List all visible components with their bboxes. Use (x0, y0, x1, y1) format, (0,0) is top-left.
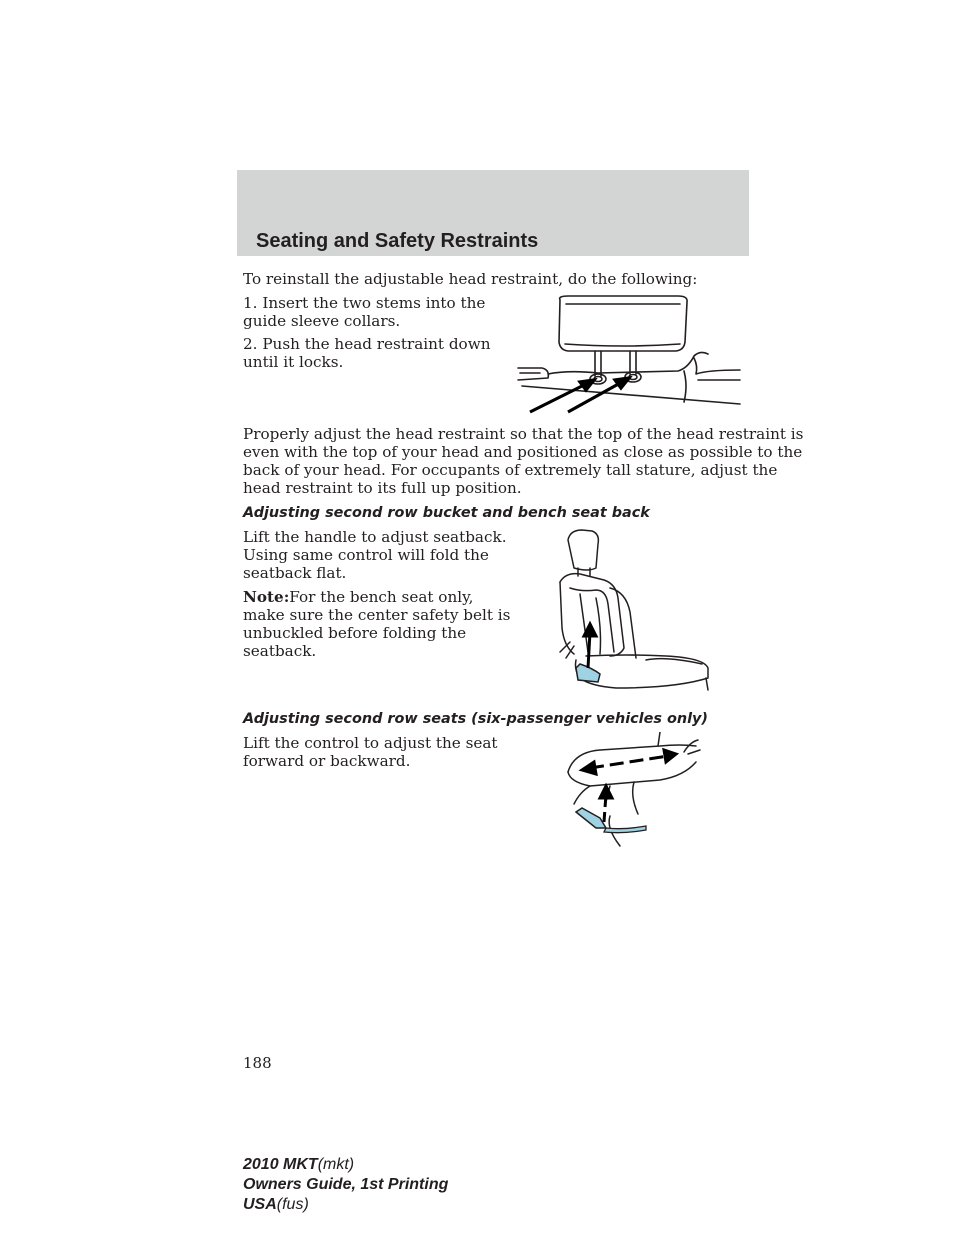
bucket-line1: Lift the handle to adjust seatback. (243, 528, 507, 546)
note-text-1: For the bench seat only, (289, 588, 474, 606)
reinstall-intro: To reinstall the adjustable head restraint, do the following: (243, 270, 698, 288)
bucket-section-heading: Adjusting second row bucket and bench seat back (243, 505, 650, 521)
footer-line-region (243, 1195, 448, 1215)
footer-block (243, 1155, 448, 1215)
adjust-line2: even with the top of your head and positioned as close as possible to the (243, 443, 803, 461)
footer-region-code: (fus) (276, 1196, 309, 1213)
six-line1: Lift the control to adjust the seat (243, 734, 498, 752)
adjust-line1: Properly adjust the head restraint so that the top of the head restraint is (243, 425, 804, 443)
bucket-line2: Using same control will fold the (243, 546, 489, 564)
step2-line2: until it locks. (243, 353, 344, 371)
footer-model: 2010 MKT (243, 1156, 318, 1173)
adjust-line4: head restraint to its full up position. (243, 479, 522, 497)
adjust-line3: back of your head. For occupants of extremely tall stature, adjust the (243, 461, 778, 479)
step1-line2: guide sleeve collars. (243, 312, 401, 330)
step1-line1: 1. Insert the two stems into the (243, 294, 486, 312)
step2-line1: 2. Push the head restraint down (243, 335, 491, 353)
note-line3: unbuckled before folding the (243, 624, 467, 642)
note-line4: seatback. (243, 642, 317, 660)
footer-model-code: (mkt) (317, 1156, 355, 1173)
six-section-heading: Adjusting second row seats (six-passenger vehicles only) (243, 711, 708, 727)
section-title: Seating and Safety Restraints (256, 230, 539, 252)
note-label: Note: (243, 588, 290, 606)
note-line1 (243, 588, 473, 606)
section-header-bar (237, 170, 749, 256)
page-number: 188 (243, 1054, 272, 1072)
head-restraint-illustration (508, 294, 744, 414)
bucket-line3: seatback flat. (243, 564, 347, 582)
footer-guide: Owners Guide, 1st Printing (243, 1176, 449, 1193)
footer-region: USA (243, 1196, 277, 1213)
footer-line-model (243, 1155, 448, 1175)
note-line2: make sure the center safety belt is (243, 606, 511, 624)
seatback-handle-illustration (556, 528, 716, 694)
seat-slide-control-illustration (560, 732, 702, 850)
six-line2: forward or backward. (243, 752, 411, 770)
